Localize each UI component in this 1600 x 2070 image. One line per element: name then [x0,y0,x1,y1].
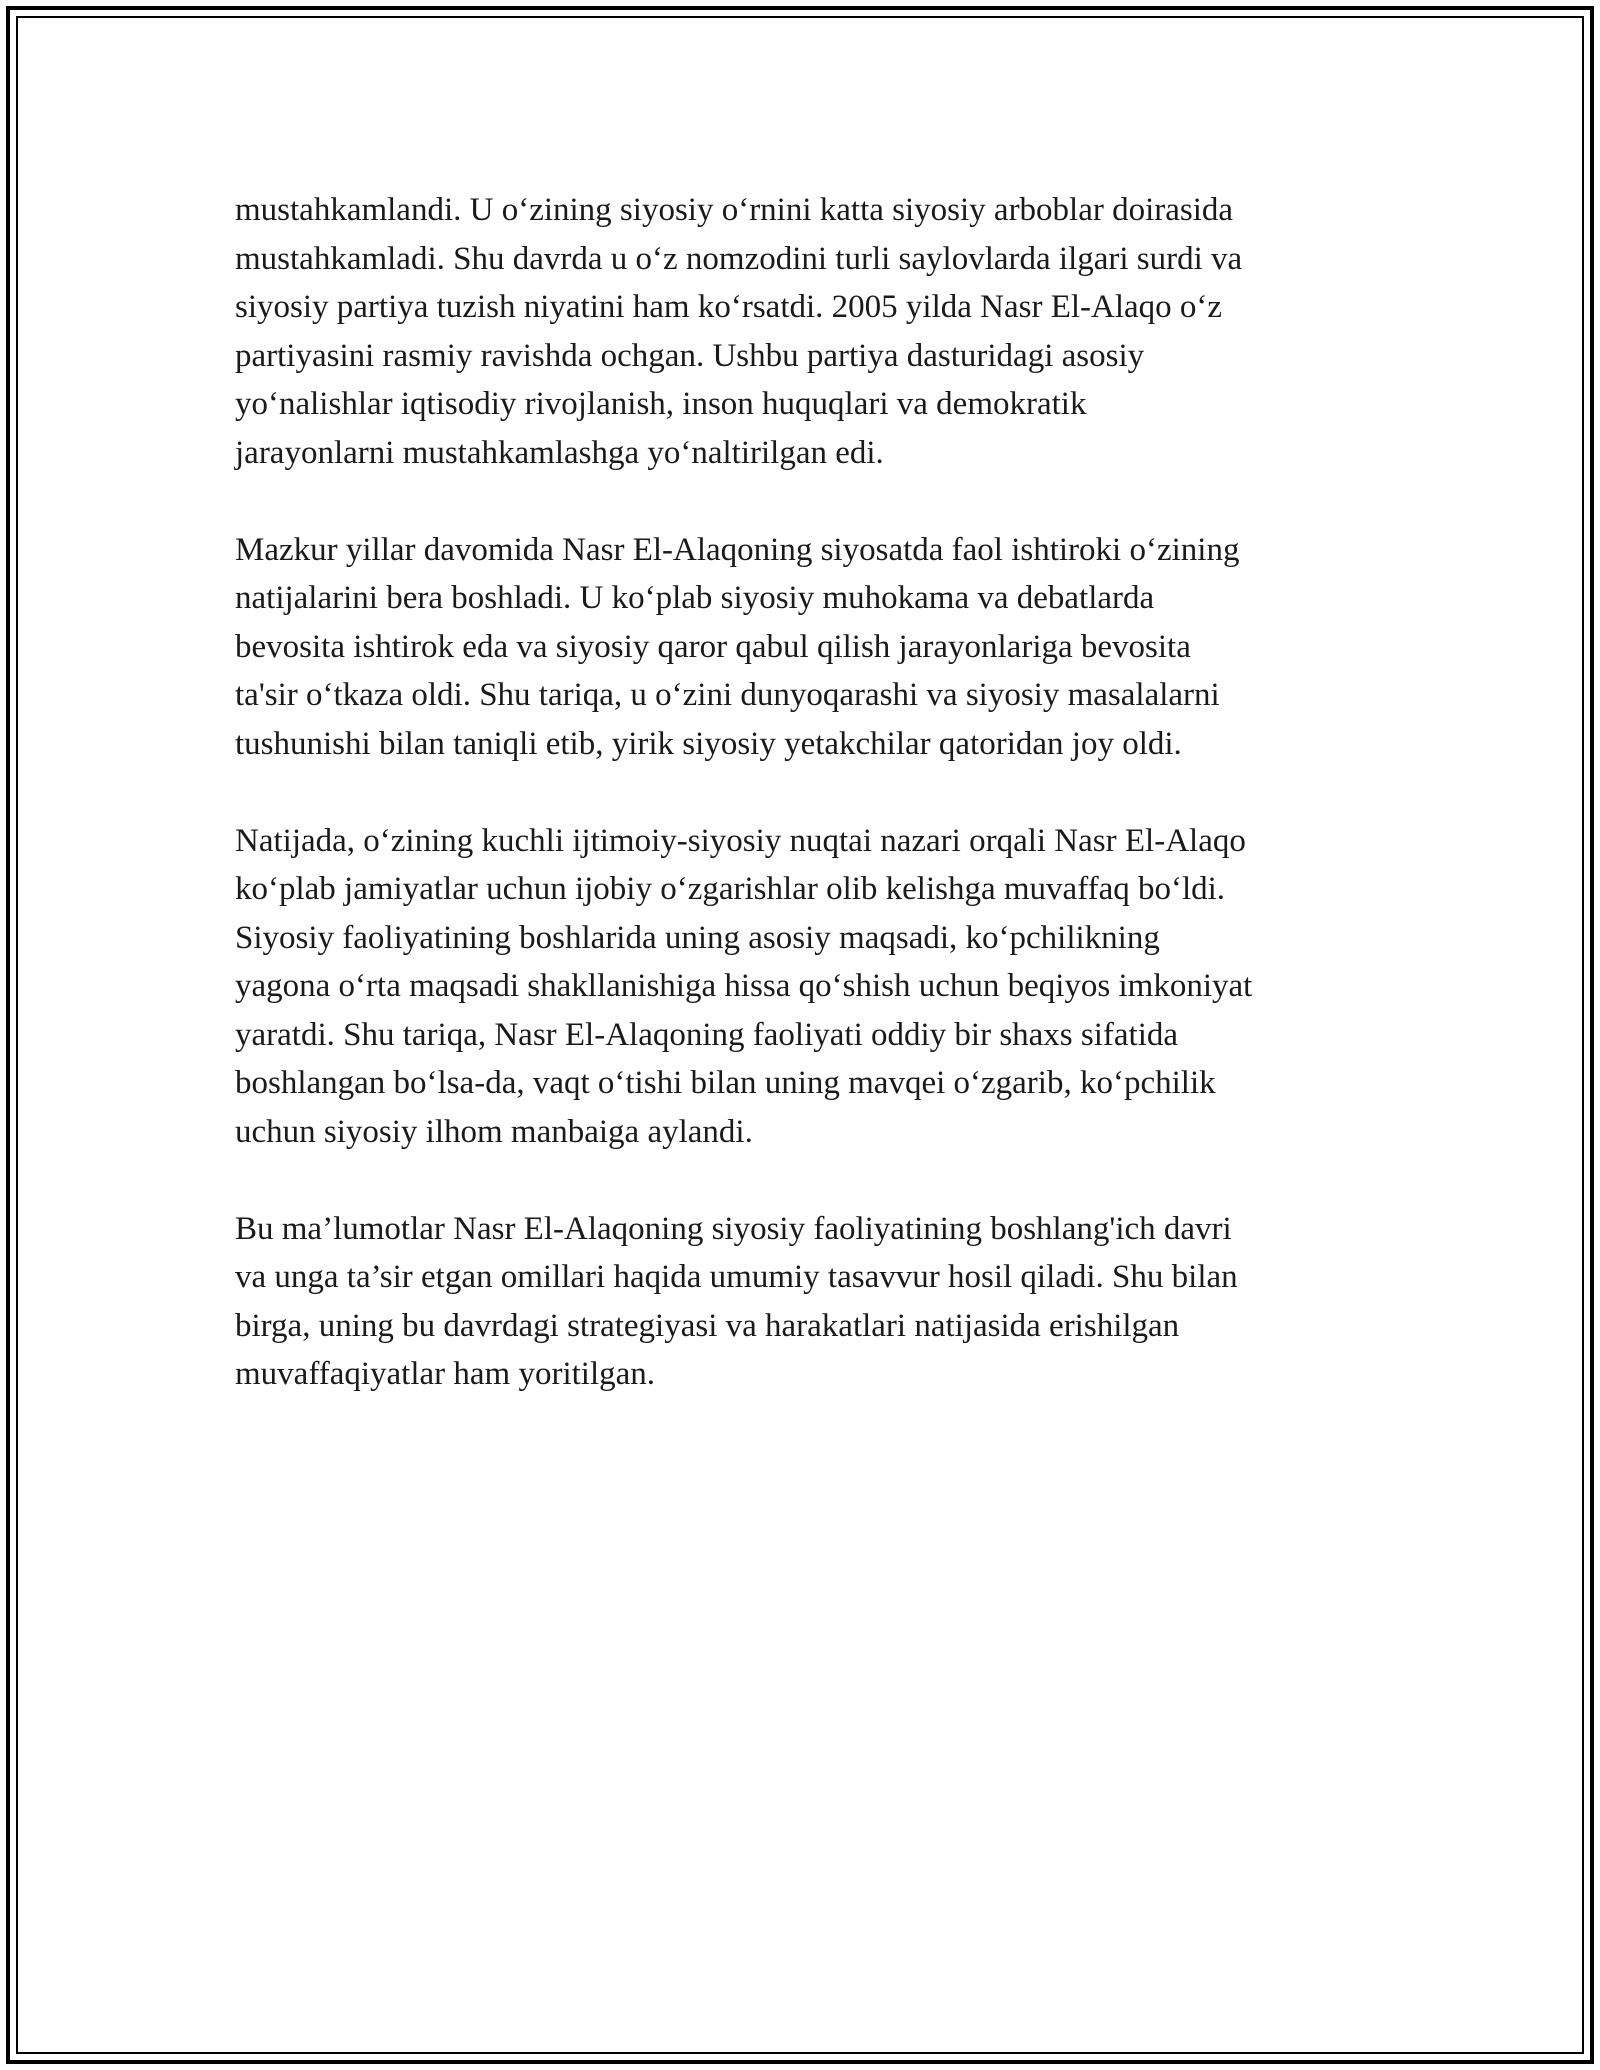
paragraph-3: Natijada, o‘zining kuchli ijtimoiy-siyosiy nuqtai nazari orqali Nasr El-Alaqo ko‘plab jamiyatlar uchun ijobiy o‘zgarishlar olib kelishga muvaffaq bo‘ldi. Siyosiy faoliyatining boshlarida uning asosiy maqsadi, ko‘pchilikning yagona o‘rta maqsadi shakllanishiga hissa qo‘shish uchun beqiyos imkoniyat yaratdi. Shu tariqa, Nasr El-Alaqoning faoliyati oddiy bir shaxs sifatida boshlangan bo‘lsa-da, vaqt o‘tishi bilan uning mavqei o‘zgarib, ko‘pchilik uchun siyosiy ilhom manbaiga aylandi. [235,822,1253,1150]
document-body [235,186,1370,1447]
paragraph-1: mustahkamlandi. U o‘zining siyosiy o‘rnini katta siyosiy arboblar doirasida mustahkamladi. Shu davrda u o‘z nomzodini turli saylovlarda ilgari surdi va siyosiy partiya tuzish niyatini ham ko‘rsatdi. 2005 yilda Nasr El-Alaqo o‘z partiyasini rasmiy ravishda ochgan. Ushbu partiya dasturidagi asosiy yo‘nalishlar iqtisodiy rivojlanish, inson huquqlari va demokratik jarayonlarni mustahkamlashga yo‘naltirilgan edi. [235,192,1243,471]
paragraph-4: Bu ma’lumotlar Nasr El-Alaqoning siyosiy faoliyatining boshlang'ich davri va unga ta’sir etgan omillari haqida umumiy tasavvur hosil qiladi. Shu bilan birga, uning bu davrdagi strategiyasi va harakatlari natijasida erishilgan muvaffaqiyatlar ham yoritilgan. [235,1210,1238,1392]
paragraph-2: Mazkur yillar davomida Nasr El-Alaqoning siyosatda faol ishtiroki o‘zining natijalarini bera boshladi. U ko‘plab siyosiy muhokama va debatlarda bevosita ishtirok eda va siyosiy qaror qabul qilish jarayonlariga bevosita ta'sir o‘tkaza oldi. Shu tariqa, u o‘zini dunyoqarashi va siyosiy masalalarni tushunishi bilan taniqli etib, yirik siyosiy yetakchilar qatoridan joy oldi. [235,531,1240,762]
